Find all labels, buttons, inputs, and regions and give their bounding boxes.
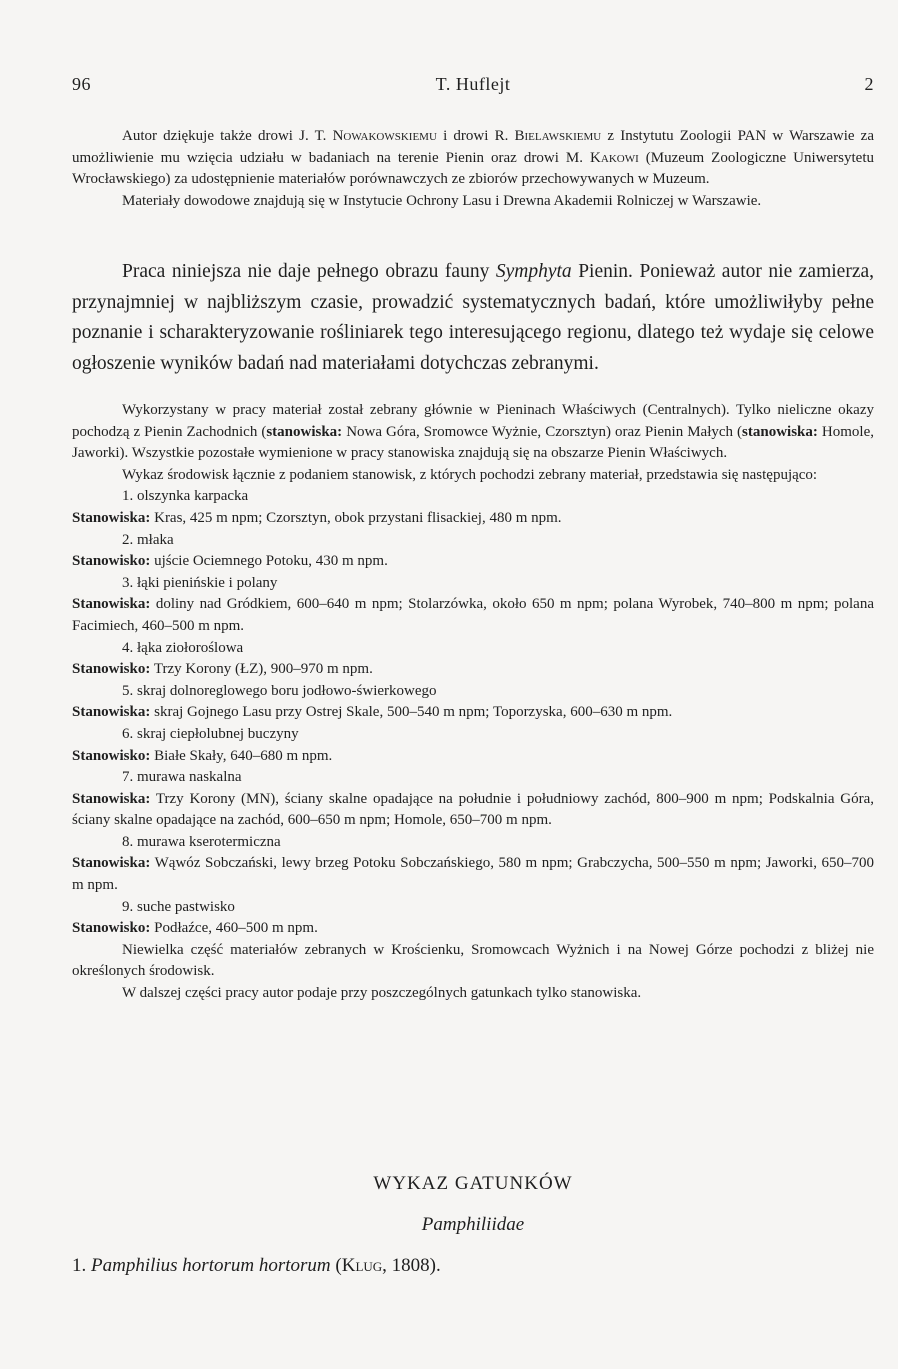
acknowledgements bbox=[72, 126, 874, 212]
page-header bbox=[72, 74, 874, 98]
sites-text: Wąwóz Sobczański, lewy brzeg Potoku Sobczańskiego, 580 m npm; Grabczycha, 500–550 m npm; Jaworki, 650–700 m npm. bbox=[72, 855, 874, 894]
habitat-title: 6. skraj ciepłolubnej buczyny bbox=[122, 725, 299, 742]
sites-text: Kras, 425 m npm; Czorsztyn, obok przystani flisackiej, 480 m npm. bbox=[150, 509, 562, 526]
sites-label: Stanowiska: bbox=[72, 790, 151, 807]
text-run: Pienin. Ponieważ autor nie zamierza, przynajmniej w najbliższym czasie, prowadzić systematycznych badań, które umożliwiłyby pełne poznanie i scharakteryzowanie rośliniarek tego interesującego regionu, dlatego też wydaje się celowe ogłoszenie wyników badań nad materiałami dotychczas zebranymi. bbox=[72, 261, 874, 374]
taxon-name: Symphyta bbox=[495, 261, 572, 282]
habitat-sites bbox=[72, 594, 874, 637]
text-run: Homole, Jaworki). Wszystkie pozostałe wymienione w pracy stanowiska znajdują się na obszarze Pienin Właściwych. bbox=[72, 423, 874, 462]
sites-label: Stanowiska: bbox=[72, 855, 151, 872]
page-number: 96 bbox=[72, 74, 91, 94]
habitats-intro: Wykaz środowisk łącznie z podaniem stanowisk, z których pochodzi zebrany materiał, przedstawia się następująco: bbox=[122, 466, 818, 483]
further-note: W dalszej części pracy autor podaje przy poszczególnych gatunkach tylko stanowiska. bbox=[122, 985, 642, 1002]
stanowiska-label: stanowiska: bbox=[266, 423, 343, 440]
text-run: Wykorzystany w pracy materiał został zebrany głównie w Pieninach Właściwych (Centralnych). Tylko nieliczne okazy pochodzą z Pienin Zachodnich ( bbox=[72, 402, 874, 440]
habitat-title: 4. łąka ziołoroślowa bbox=[122, 639, 244, 656]
habitat-sites bbox=[72, 789, 874, 832]
habitat-sites bbox=[72, 918, 874, 940]
text-run: ( bbox=[330, 1255, 342, 1276]
text-run: Nowa Góra, Sromowce Wyżnie, Czorsztyn) oraz Pienin Małych ( bbox=[342, 423, 743, 440]
person-name: Kakowi bbox=[590, 149, 639, 166]
person-name: Bielawskiemu bbox=[514, 128, 602, 144]
habitat-list bbox=[72, 486, 874, 939]
section-title: WYKAZ GATUNKÓW bbox=[373, 1173, 573, 1194]
habitat-title: 9. suche pastwisko bbox=[122, 898, 235, 915]
habitat-sites bbox=[72, 551, 874, 573]
sites-label: Stanowiska: bbox=[72, 704, 151, 721]
habitat-sites bbox=[72, 702, 874, 724]
text-run: (Muzeum Zoologiczne Uniwersytetu Wrocławskiego) za udostępnienie materiałów porównawczych ze zbiorów przechowywanych w Muzeum. bbox=[72, 149, 874, 187]
material-paragraph bbox=[72, 400, 874, 465]
sites-label: Stanowisko: bbox=[72, 747, 151, 764]
habitat-title: 1. olszynka karpacka bbox=[122, 488, 249, 505]
sites-text: Podłaźce, 460–500 m npm. bbox=[150, 920, 318, 937]
text-run: z Instytutu Zoologii PAN w Warszawie za umożliwienie mu wzięcia udziału w badaniach na terenie Pienin oraz drowi M. bbox=[72, 128, 874, 166]
sites-text: ujście Ociemnego Potoku, 430 m npm. bbox=[150, 553, 388, 570]
habitat-sites bbox=[72, 659, 874, 681]
species-author: Klug bbox=[341, 1255, 383, 1276]
species-year: , 1808). bbox=[382, 1255, 441, 1276]
acknowledgement-paragraph bbox=[72, 126, 874, 191]
running-title: T. Huflejt bbox=[435, 74, 511, 94]
habitat-sites bbox=[72, 853, 874, 896]
species-entry bbox=[72, 1255, 874, 1277]
sites-label: Stanowisko: bbox=[72, 661, 151, 678]
habitat-title: 8. murawa kserotermiczna bbox=[122, 833, 281, 850]
sites-text: skraj Gojnego Lasu przy Ostrej Skale, 500–540 m npm; Toporzyska, 600–630 m npm. bbox=[150, 704, 673, 721]
lead-paragraph bbox=[72, 257, 874, 379]
materials-note: Materiały dowodowe znajdują się w Instytucie Ochrony Lasu i Drewna Akademii Rolniczej w Warszawie. bbox=[122, 192, 762, 209]
text-run: Praca niniejsza nie daje pełnego obrazu fauny bbox=[122, 261, 496, 282]
species-number: 1. bbox=[72, 1255, 91, 1276]
sites-label: Stanowiska: bbox=[72, 596, 151, 613]
sites-text: Trzy Korony (ŁZ), 900–970 m npm. bbox=[150, 661, 373, 678]
family-name: Pamphiliidae bbox=[421, 1214, 525, 1235]
habitat-title: 2. młaka bbox=[122, 531, 174, 548]
person-name: Nowakowskiemu bbox=[332, 128, 437, 144]
sites-text: Białe Skały, 640–680 m npm. bbox=[150, 747, 333, 764]
body-text bbox=[72, 400, 874, 1005]
sites-text: Trzy Korony (MN), ściany skalne opadające na południe i południowy zachód, 800–900 m npm; Podskalnia Góra, ściany skalne opadające na zachód, 600–650 m npm; Homole, 650–700 m npm. bbox=[72, 790, 874, 829]
habitat-sites bbox=[72, 508, 874, 530]
habitat-title: 7. murawa naskalna bbox=[122, 769, 242, 786]
text-run: i drowi R. bbox=[436, 128, 515, 144]
species-name: Pamphilius hortorum hortorum bbox=[91, 1255, 331, 1276]
issue-number: 2 bbox=[864, 74, 874, 94]
habitat-sites bbox=[72, 746, 874, 768]
stanowiska-label: stanowiska: bbox=[742, 423, 818, 440]
habitat-title: 5. skraj dolnoreglowego boru jodłowo-świerkowego bbox=[122, 682, 437, 699]
sites-text: doliny nad Gródkiem, 600–640 m npm; Stolarzówka, około 650 m npm; polana Wyrobek, 740–800 m npm; polana Facimiech, 460–500 m npm. bbox=[72, 596, 874, 634]
sites-label: Stanowisko: bbox=[72, 553, 151, 570]
sites-label: Stanowiska: bbox=[72, 509, 151, 526]
habitat-title: 3. łąki pienińskie i polany bbox=[122, 574, 278, 591]
unspecified-habitats-note: Niewielka część materiałów zebranych w Krościenku, Sromowcach Wyżnich i na Nowej Górze pochodzi z bliżej nie określonych środowisk. bbox=[72, 941, 874, 980]
sites-label: Stanowisko: bbox=[72, 920, 151, 937]
text-run: Autor dziękuje także drowi J. T. bbox=[122, 128, 333, 144]
